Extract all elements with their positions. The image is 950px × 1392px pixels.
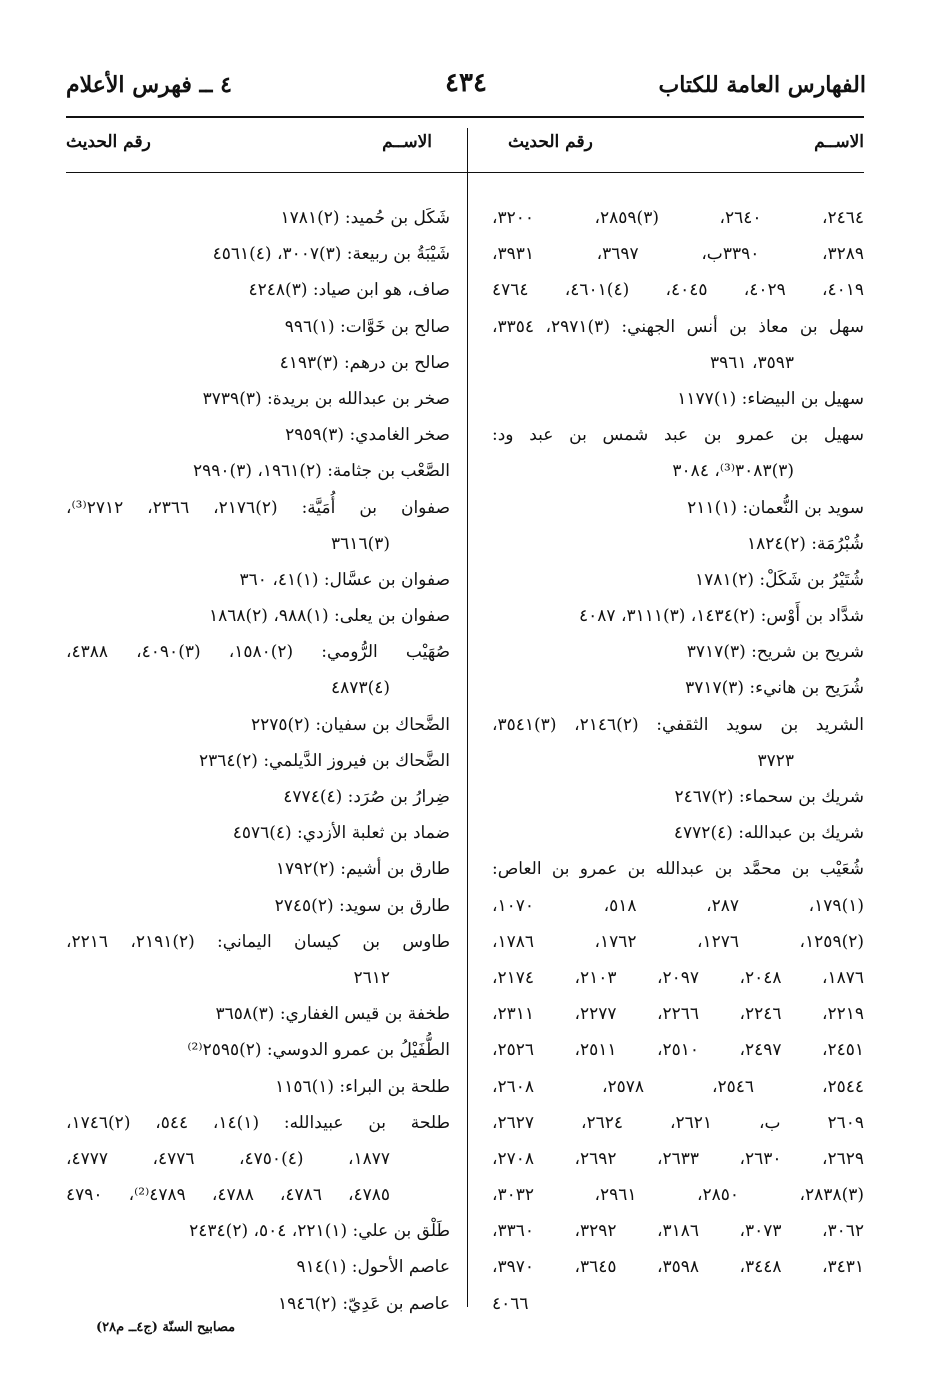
index-line: الضَّحاك بن فيروز الدَّيلمي: (٢)٢٣٦٤: [198, 750, 450, 771]
index-line: صالح بن درهم: (٣)٤١٩٣: [279, 352, 450, 373]
index-line: صفوان بن يعلى: (١)٩٨٨، (٢)١٨٦٨: [208, 606, 450, 627]
page-number: ٤٣٤: [445, 68, 487, 98]
index-line: شُبْرُمَة: (٢)١٨٢٤: [746, 533, 864, 554]
index-line: (٣)٢٨٣٨، ٢٨٥٠، ٢٩٦١، ٣٠٣٢،: [492, 1185, 864, 1206]
index-line: ٣٧٢٣: [757, 750, 794, 771]
index-line: سهيل بن عمرو بن عبد شمس بن عبد ود:: [492, 425, 864, 446]
index-line: طلحة بن البراء: (١)١١٥٦: [275, 1076, 450, 1097]
column-header-rule: [66, 172, 864, 173]
index-line: طلحة بن عبيدالله: (١)١٤، ٥٤٤، (٢)١٧٤٦،: [66, 1112, 450, 1133]
index-line: صخر الغامدي: (٣)٢٩٥٩: [285, 425, 450, 446]
index-line: شُتَيْرُ بن شَكَلْ: (٢)١٧٨١: [695, 569, 864, 590]
index-line: شريك بن سحماء: (٢)٢٤٦٧: [674, 787, 864, 807]
index-line: طخفة بن قيس الغفاري: (٣)٣٦٥٨: [215, 1004, 450, 1025]
right-name-heading: الاســم: [814, 132, 864, 152]
index-line: ٢٢١٩، ٢٢٤٦، ٢٢٦٦، ٢٢٧٧، ٢٣١١،: [492, 1004, 864, 1025]
section-title: ٤ ــ فهرس الأعلام: [66, 72, 232, 98]
index-line: صاف، هو ابن صياد: (٣)٤٢٤٨: [248, 280, 450, 301]
index-line: طارق بن سويد: (٢)٢٧٤٥: [274, 895, 450, 916]
left-index-column: [66, 200, 450, 1322]
index-line: شُعَيْب بن محمَّد بن عبدالله بن عمرو بن العاص:: [492, 859, 864, 880]
index-line: ٢٤٥١، ٢٤٩٧، ٢٥١٠، ٢٥١١، ٢٥٢٦،: [492, 1040, 864, 1061]
header-rule: [66, 116, 864, 118]
index-line: ٢٦٠٩ ب، ٢٦٢١، ٢٦٢٤، ٢٦٢٧،: [492, 1112, 864, 1133]
index-line: ٤٠٦٦: [492, 1293, 529, 1314]
index-line: طارق بن أشيم: (٢)١٧٩٢: [275, 859, 450, 880]
index-line: شَيْبَةُ بن ربيعة: (٣)٣٠٠٧، (٤)٤٥٦١: [212, 244, 450, 265]
index-line: ١٨٧٧، (٤)٤٧٥٠، ٤٧٧٦، ٤٧٧٧،: [66, 1148, 390, 1169]
index-line: صفوان بن أُمَيَّة: (٢)٢١٧٦، ٢٣٦٦، ٢٧١٢⁽³⁾،: [66, 497, 450, 518]
index-line: ٣٠٦٢، ٣٠٧٣، ٣١٨٦، ٣٢٩٢، ٣٣٦٠،: [492, 1221, 864, 1242]
index-line: الطُّفَيْلُ بن عمرو الدوسي: (٢)٢٥٩٥⁽²⁾: [187, 1040, 450, 1061]
index-line: سهيل بن البيضاء: (١)١١٧٧: [677, 388, 864, 409]
index-line: ٤٠١٩، ٤٠٢٩، ٤٠٤٥، (٤)٤٦٠١، ٤٧٦٤: [492, 280, 864, 301]
index-line: ٢٥٤٤، ٢٥٤٦، ٢٥٧٨، ٢٦٠٨،: [492, 1076, 864, 1097]
footer-signature: مصابيح السنّة (ج٤ــ م٢٨): [96, 1320, 236, 1335]
index-line: الشريد بن سويد الثقفي: (٢)٢١٤٦، (٣)٣٥٤١،: [492, 714, 864, 735]
left-name-heading: الاســم: [382, 132, 432, 152]
index-line: سهل بن معاذ بن أنس الجهني: (٣)٢٩٧١، ٣٣٥٤،: [492, 316, 864, 337]
index-line: صالح بن خَوَّات: (١)٩٩٦: [284, 316, 450, 337]
right-column-header: [488, 132, 864, 162]
index-line: ٣٢٨٩، ٣٣٩٠ب، ٣٦٩٧، ٣٩٣١،: [492, 244, 864, 265]
index-line: طَلْق بن علي: (١)٢٢١، ٥٠٤، (٢)٢٤٣٤: [189, 1221, 450, 1242]
index-line: صفوان بن عسَّال: (١)٤١، ٣٦٠: [239, 569, 450, 590]
index-line: ١٨٧٦، ٢٠٤٨، ٢٠٩٧، ٢١٠٣، ٢١٧٤،: [492, 967, 864, 988]
column-divider: [467, 172, 468, 1307]
page-header: [66, 66, 866, 114]
index-line: طاوس بن كيسان اليماني: (٢)٢١٩١، ٢٢١٦،: [66, 931, 450, 952]
index-line: الصَّعْب بن جثامة: (٢)١٩٦١، (٣)٢٩٩٠: [193, 461, 450, 482]
index-line: (٤)٤٨٧٣: [331, 678, 390, 699]
index-line: ٤٧٨٥، ٤٧٨٦، ٤٧٨٨، ٤٧٨٩⁽²⁾، ٤٧٩٠: [66, 1185, 391, 1206]
index-line: عاصم بن عَدِيّ: (٢)١٩٤٦: [277, 1293, 450, 1314]
index-line: شدَّاد بن أَوْس: (٢)١٤٣٤، (٣)٣١١١، ٤٠٨٧: [579, 606, 864, 627]
index-line: ٢٤٦٤، ٢٦٤٠، (٣)٢٨٥٩، ٣٢٠٠،: [492, 208, 864, 228]
left-column-header: [66, 132, 466, 162]
index-line: ٣٥٩٣، ٣٩٦١: [710, 352, 794, 373]
column-divider-header: [467, 128, 468, 172]
index-line: الضَّحاك بن سفيان: (٢)٢٢٧٥: [250, 714, 450, 735]
index-line: (١)١٧٩، ٢٨٧، ٥١٨، ١٠٧٠،: [492, 895, 864, 916]
index-line: عاصم الأحول: (١)٩١٤: [296, 1257, 450, 1278]
left-number-heading: رقم الحديث: [66, 132, 151, 152]
index-line: ضِرارُ بن صُرَد: (٤)٤٧٧٤: [283, 787, 450, 807]
right-index-column: [492, 200, 864, 1322]
right-number-heading: رقم الحديث: [508, 132, 593, 152]
index-line: شَكَل بن حُميد: (٢)١٧٨١: [280, 208, 450, 228]
index-line: (٣)٣٠٨٣⁽³⁾، ٣٠٨٤: [672, 461, 794, 482]
index-line: شُرَيح بن هانيء: (٣)٣٧١٧: [685, 678, 864, 699]
index-line: ضماد بن ثعلبة الأزدي: (٤)٤٥٧٦: [232, 823, 450, 844]
running-title: الفهارس العامة للكتاب: [658, 72, 866, 98]
index-line: شريك بن عبدالله: (٤)٤٧٧٢: [673, 823, 864, 844]
index-line: شريح بن شريح: (٣)٣٧١٧: [686, 642, 864, 663]
index-line: (٢)١٢٥٩، ١٢٧٦، ١٧٦٢، ١٧٨٦،: [492, 931, 864, 952]
index-line: صخر بن عبدالله بن بريدة: (٣)٣٧٣٩: [202, 388, 450, 409]
index-line: ٢٦١٢: [353, 967, 390, 988]
index-line: ٣٤٣١، ٣٤٤٨، ٣٥٩٨، ٣٦٤٥، ٣٩٧٠،: [492, 1257, 864, 1278]
index-line: سويد بن النُّعمان: (١)٢١١: [687, 497, 864, 518]
index-line: صُهَيْب الرُّومي: (٢)١٥٨٠، (٣)٤٠٩٠، ٤٣٨٨،: [66, 642, 450, 663]
index-line: ٢٦٢٩، ٢٦٣٠، ٢٦٣٣، ٢٦٩٢، ٢٧٠٨،: [492, 1148, 864, 1169]
index-line: (٣)٣٦١٦: [331, 533, 390, 554]
